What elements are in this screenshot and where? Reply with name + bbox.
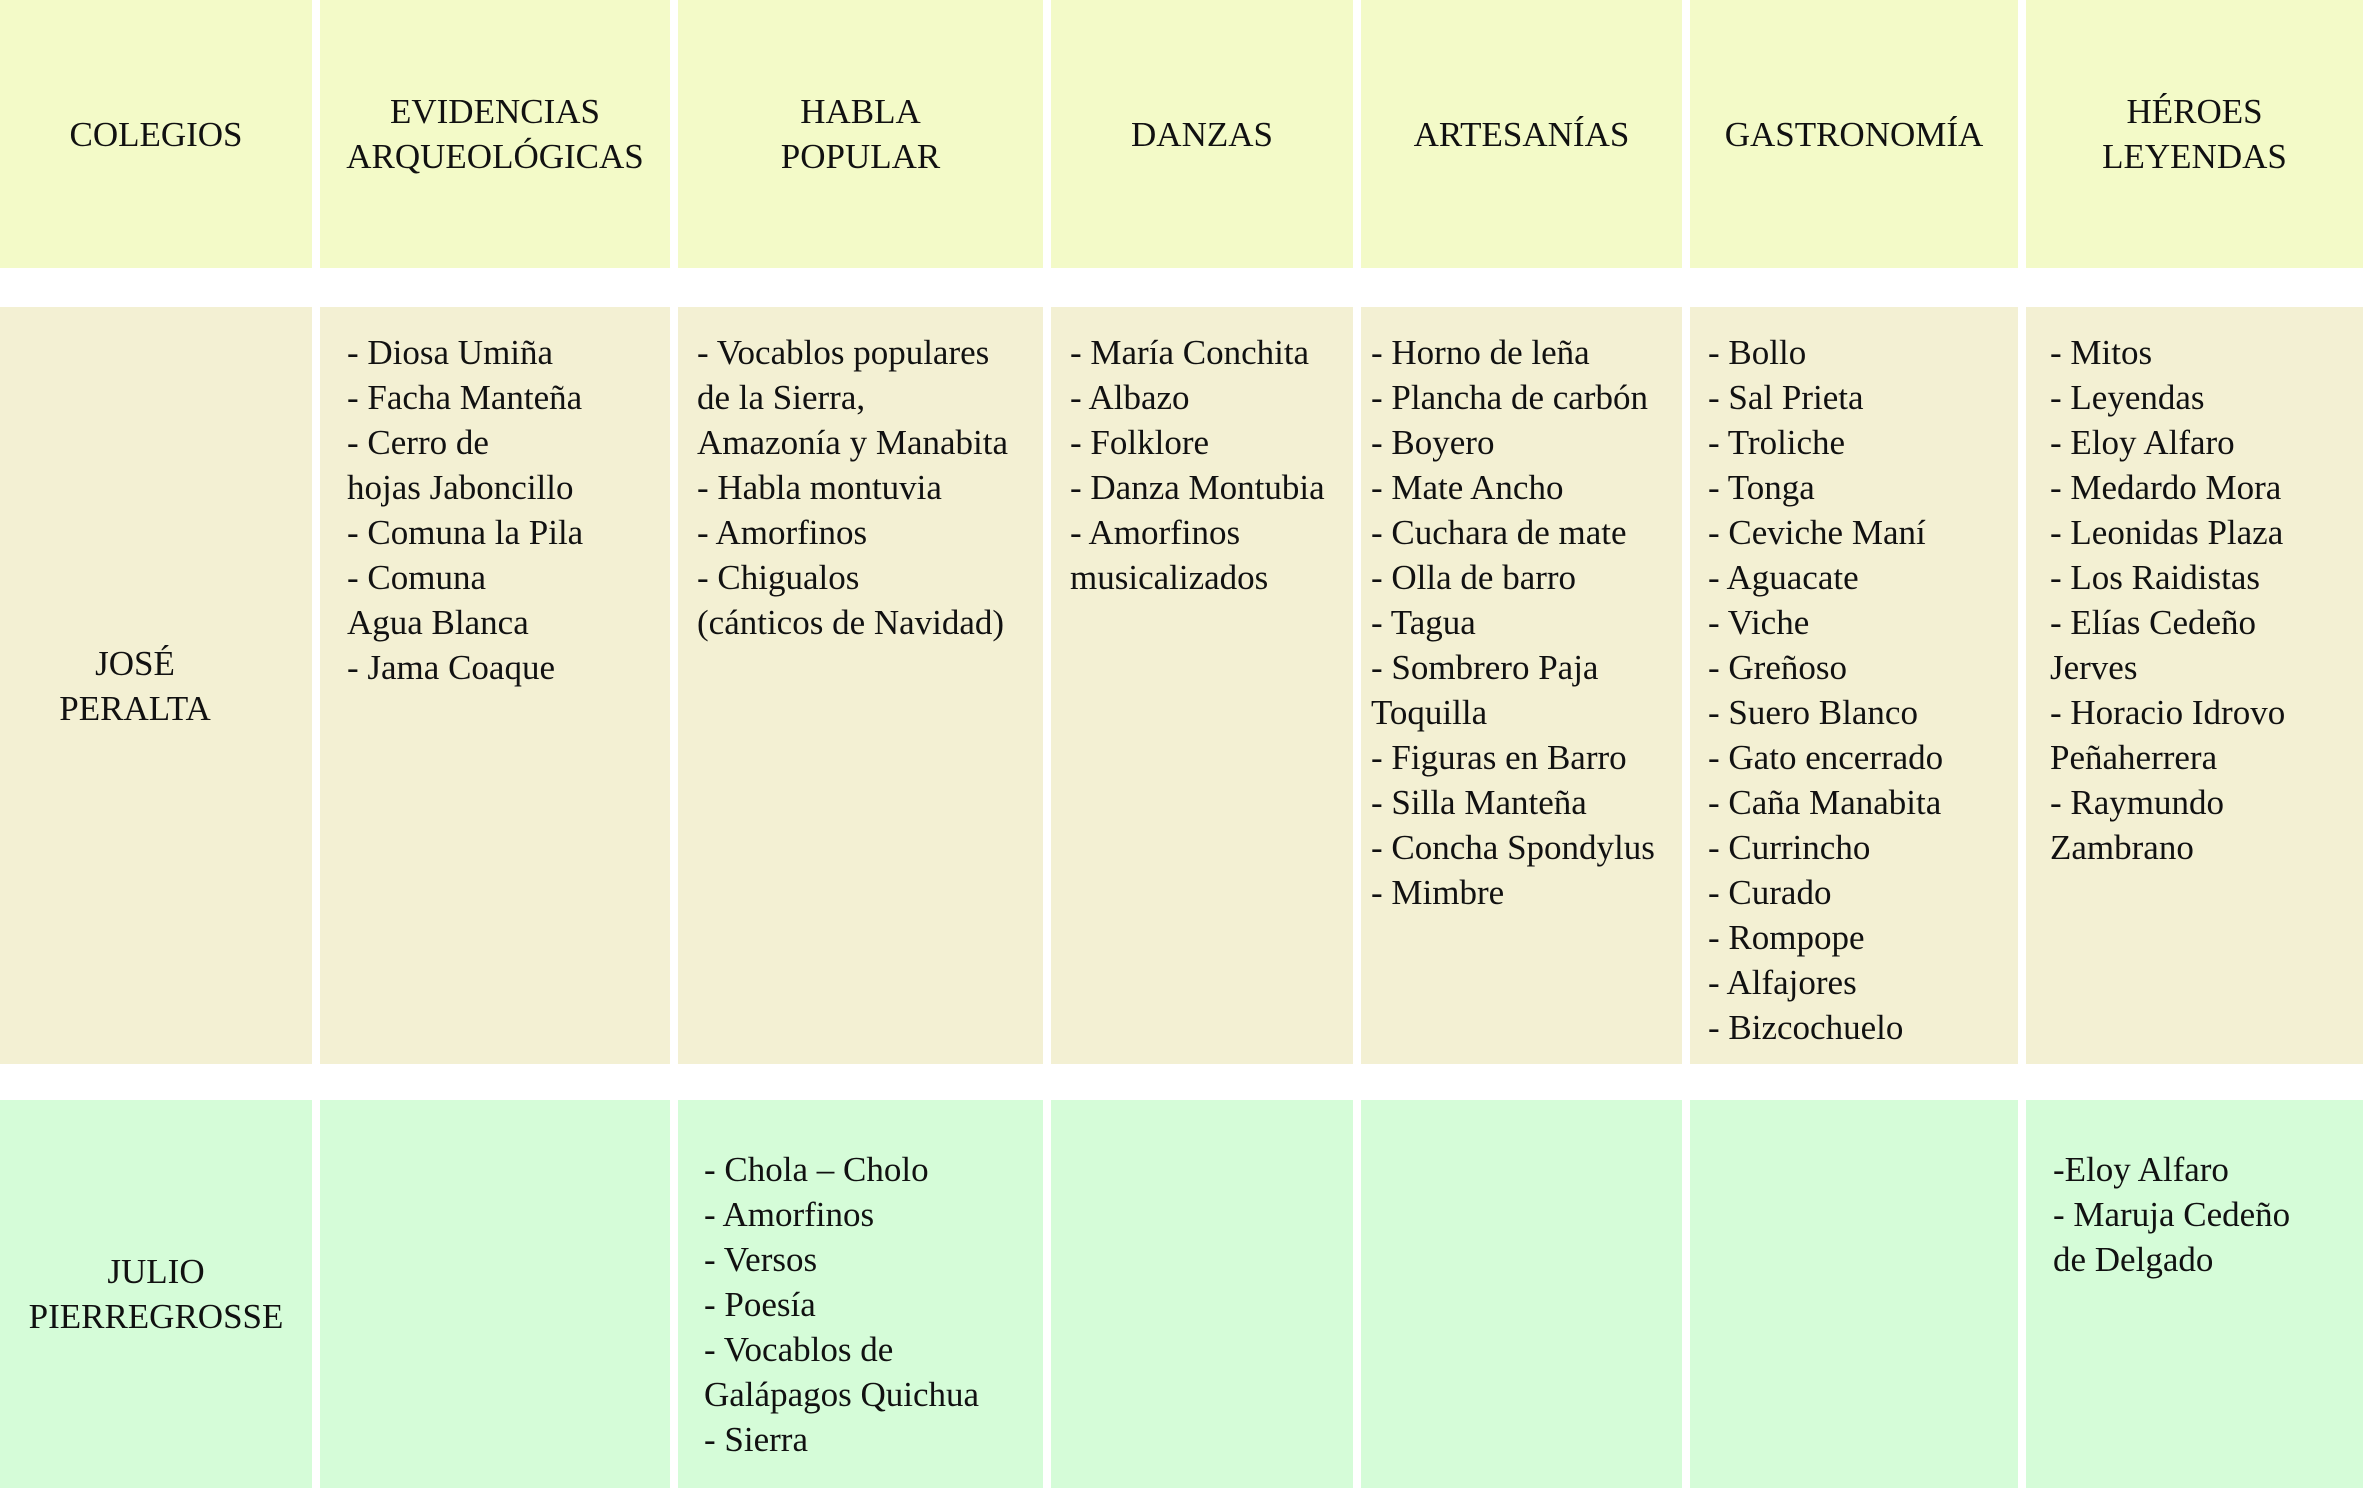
cell-jose-peralta-gastronomia: - Bollo - Sal Prieta - Troliche - Tonga - Ceviche Maní - Aguacate - Viche - Greñoso - Suero Blanco - Gato encerrado - Caña Manabita - Currincho - Curado - Rompope - Alfajores - Bizcochuelo	[1690, 307, 2018, 1064]
cell-jose-peralta-evidencias: - Diosa Umiña - Facha Manteña - Cerro de hojas Jaboncillo - Comuna la Pila - Comuna Agua Blanca - Jama Coaque	[320, 307, 670, 1064]
cell-jose-peralta-danzas: - María Conchita - Albazo - Folklore - Danza Montubia - Amorfinos musicalizados	[1051, 307, 1353, 1064]
filler-row1-col0	[270, 307, 312, 1064]
header-gastronomia: GASTRONOMÍA	[1690, 0, 2018, 268]
cell-julio-pierregrosse-habla: - Chola – Cholo - Amorfinos - Versos - Poesía - Vocablos de Galápagos Quichua - Sierra	[678, 1100, 1043, 1488]
header-habla-popular: HABLA POPULAR	[678, 0, 1043, 268]
cell-jose-peralta-artesanias: - Horno de leña - Plancha de carbón - Boyero - Mate Ancho - Cuchara de mate - Olla de barro - Tagua - Sombrero Paja Toquilla - Figuras en Barro - Silla Manteña - Concha Spondylus - Mimbre	[1361, 307, 1682, 1064]
cell-julio-pierregrosse-danzas	[1051, 1100, 1353, 1488]
header-colegios: COLEGIOS	[0, 0, 312, 268]
cell-jose-peralta-habla: - Vocablos populares de la Sierra, Amazonía y Manabita - Habla montuvia - Amorfinos - Chigualos (cánticos de Navidad)	[678, 307, 1043, 1064]
cell-julio-pierregrosse-evidencias	[320, 1100, 670, 1488]
row-label-jose-peralta: JOSÉ PERALTA	[0, 307, 270, 1064]
header-artesanias: ARTESANÍAS	[1361, 0, 1682, 268]
cell-julio-pierregrosse-artesanias	[1361, 1100, 1682, 1488]
header-danzas: DANZAS	[1051, 0, 1353, 268]
cell-julio-pierregrosse-gastronomia	[1690, 1100, 2018, 1488]
row-label-julio-pierregrosse: JULIO PIERREGROSSE	[0, 1100, 312, 1488]
header-heroes-leyendas: HÉROES LEYENDAS	[2026, 0, 2363, 268]
cell-jose-peralta-heroes: - Mitos - Leyendas - Eloy Alfaro - Medardo Mora - Leonidas Plaza - Los Raidistas - Elías Cedeño Jerves - Horacio Idrovo Peñaherrera - Raymundo Zambrano	[2026, 307, 2363, 1064]
cell-julio-pierregrosse-heroes: -Eloy Alfaro - Maruja Cedeño de Delgado	[2026, 1100, 2363, 1488]
header-evidencias-arqueologicas: EVIDENCIAS ARQUEOLÓGICAS	[320, 0, 670, 268]
